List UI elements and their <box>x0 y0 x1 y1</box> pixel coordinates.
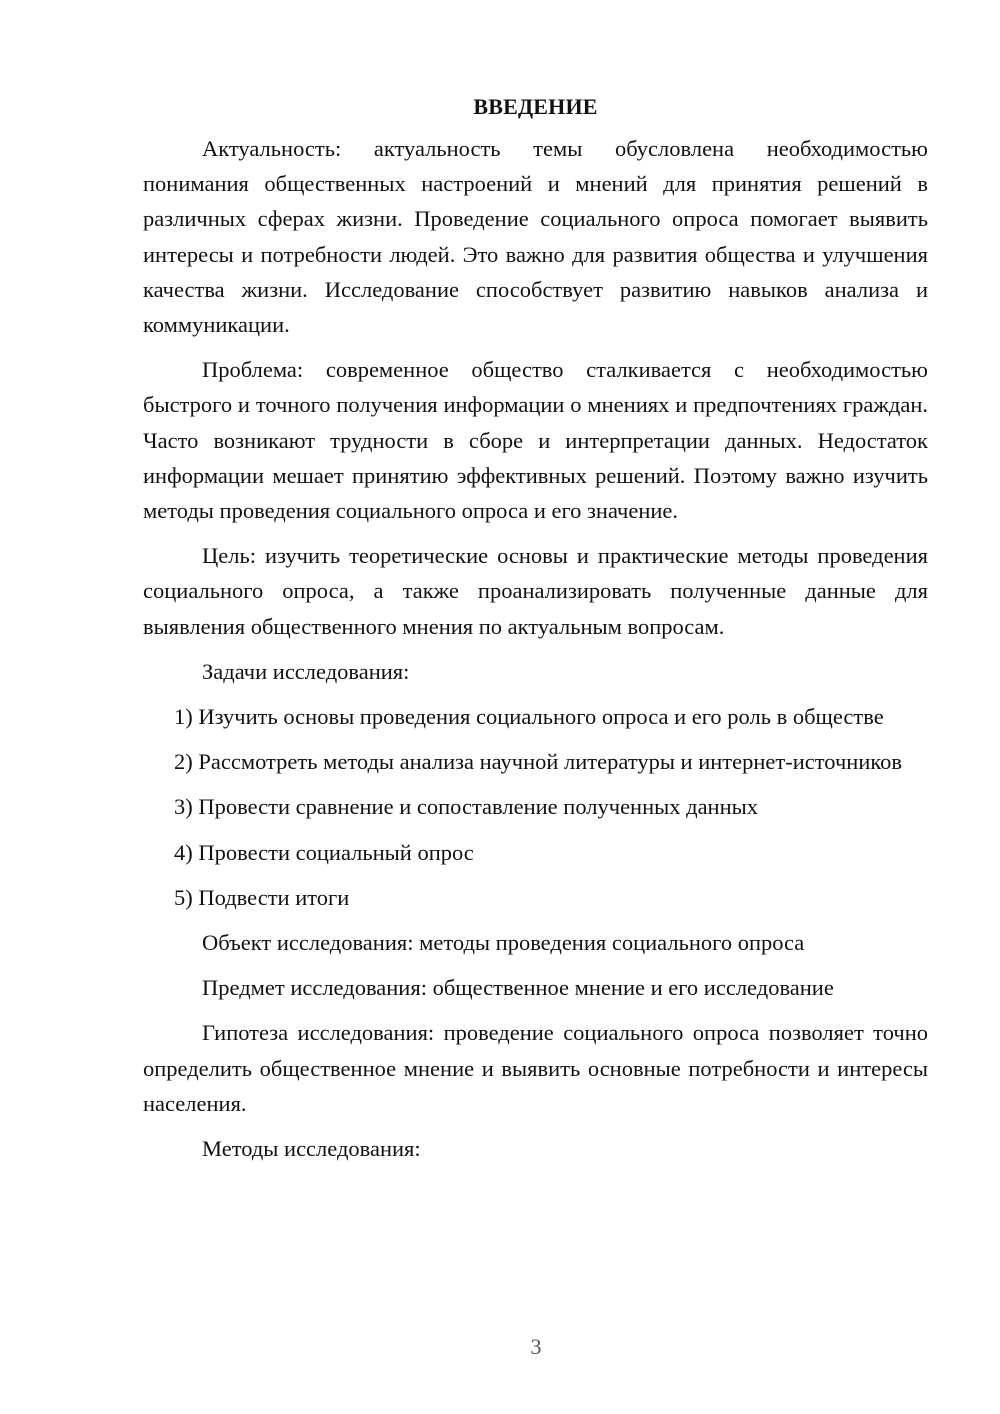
research-subject: Предмет исследования: общественное мнение и его исследование <box>202 975 834 1001</box>
research-object: Объект исследования: методы проведения социального опроса <box>202 930 805 956</box>
section-title: ВВЕДЕНИЕ <box>473 94 598 119</box>
task-item: 2) Рассмотреть методы анализа научной литературы и интернет-источников <box>174 749 903 775</box>
task-item: 1) Изучить основы проведения социального опроса и его роль в обществе <box>174 704 884 730</box>
goal-paragraph: Цель: изучить теоретические основы и практические методы проведения социального опроса, а также проанализировать полученные данные для выявления общественного мнения по актуальным вопросам. <box>143 543 928 639</box>
task-item: 4) Провести социальный опрос <box>174 839 474 865</box>
document-page <box>143 92 928 1176</box>
research-hypothesis: Гипотеза исследования: проведение социального опроса позволяет точно определить общественное мнение и выявить основные потребности и интересы населения. <box>143 1020 928 1116</box>
task-item: 5) Подвести итоги <box>174 884 350 910</box>
page-number: 3 <box>530 1334 542 1359</box>
problem-paragraph: Проблема: современное общество сталкивается с необходимостью быстрого и точного получения информации о мнениях и предпочтениях граждан. Часто возникают трудности в сборе и интерпретации данных. Недостаток информации мешает принятию эффективных решений. Поэтому важно изучить методы проведения социального опроса и его значение. <box>143 357 928 524</box>
task-item: 3) Провести сравнение и сопоставление полученных данных <box>174 794 759 820</box>
tasks-heading: Задачи исследования: <box>202 658 410 684</box>
methods-heading: Методы исследования: <box>202 1136 421 1162</box>
relevance-paragraph: Актуальность: актуальность темы обусловлена необходимостью понимания общественных настроений и мнений для принятия решений в различных сферах жизни. Проведение социального опроса помогает выявить интересы и потребности людей. Это важно для развития общества и улучшения качества жизни. Исследование способствует развитию навыков анализа и коммуникации. <box>143 136 928 338</box>
